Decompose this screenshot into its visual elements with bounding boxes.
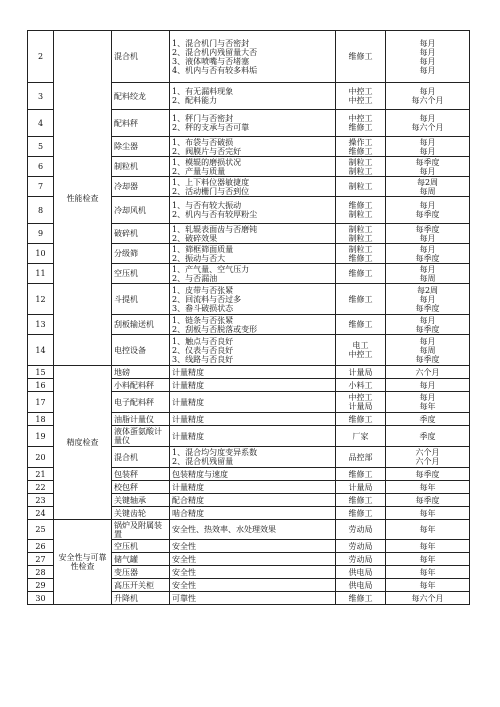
inspection-period (386, 284, 470, 315)
inspection-items-line: 2、回流料与否过多 (172, 294, 242, 304)
row-number: 23 (28, 494, 54, 507)
responsible-party (336, 224, 386, 244)
inspection-period-line: 每周 (419, 186, 436, 196)
row-number: 9 (28, 224, 54, 244)
inspection-period (386, 83, 470, 110)
inspection-period-line: 每年 (419, 402, 436, 411)
inspection-period (386, 392, 470, 413)
equipment-name: 储气罐 (112, 553, 170, 566)
inspection-items-line: 1、上下料位器敏捷度 (172, 177, 250, 187)
inspection-period-line: 每月 (419, 393, 436, 402)
inspection-period (386, 197, 470, 224)
responsible-party (336, 315, 386, 335)
inspection-items (170, 137, 336, 157)
inspection-items (170, 366, 336, 379)
inspection-items (170, 494, 336, 507)
inspection-period-line: 每季度 (415, 157, 440, 167)
inspection-items (170, 244, 336, 264)
inspection-period-line: 每季度 (415, 495, 440, 505)
responsible-party-line: 维修工 (348, 294, 373, 304)
inspection-items-line: 1、筛框筛面质量 (172, 244, 234, 254)
responsible-party-line: 劳动局 (348, 541, 373, 551)
inspection-period-line: 每年 (419, 554, 436, 564)
responsible-party-line: 维修工 (348, 52, 373, 61)
equipment-name: 破碎机 (112, 224, 170, 244)
row-number: 16 (28, 379, 54, 392)
inspection-items (170, 507, 336, 520)
responsible-party (336, 579, 386, 592)
inspection-period-line: 每季度 (415, 224, 440, 234)
responsible-party (336, 494, 386, 507)
responsible-party (336, 264, 386, 284)
row-number: 8 (28, 197, 54, 224)
responsible-party-line: 维修工 (348, 201, 373, 210)
inspection-items-line: 1、有无漏料现象 (172, 87, 234, 96)
responsible-party-line: 制粒工 (348, 166, 373, 176)
responsible-party (336, 426, 386, 447)
inspection-period (386, 137, 470, 157)
inspection-items-line: 包装精度与速度 (172, 469, 228, 479)
row-number: 7 (28, 177, 54, 197)
inspection-period-line: 每周 (419, 345, 436, 355)
equipment-name: 升降机 (112, 592, 170, 605)
table-row (28, 31, 470, 83)
inspection-items (170, 447, 336, 468)
inspection-items-line: 安全性 (172, 567, 196, 577)
inspection-items (170, 540, 336, 553)
row-number: 15 (28, 366, 54, 379)
inspection-items-line: 计量精度 (172, 367, 204, 377)
table-body (28, 31, 470, 605)
inspection-period-line: 每月 (419, 146, 436, 156)
responsible-party-line: 维修工 (348, 495, 373, 505)
category-performance: 性能检查 (54, 31, 112, 366)
row-number: 10 (28, 244, 54, 264)
inspection-period-line: 每月 (419, 87, 436, 96)
inspection-items-line: 2、仪表与否良好 (172, 345, 234, 355)
inspection-items-line: 安全性 (172, 580, 196, 590)
inspection-period-line: 每2周 (416, 177, 439, 187)
responsible-party-line: 计量局 (348, 482, 373, 492)
responsible-party (336, 413, 386, 426)
responsible-party-line: 制粒工 (348, 157, 373, 167)
inspection-items (170, 31, 336, 83)
responsible-party (336, 392, 386, 413)
inspection-period-line: 每月 (419, 137, 436, 147)
responsible-party (336, 83, 386, 110)
inspection-items-line: 3、液体喷嘴与否堵塞 (172, 56, 250, 66)
inspection-items-line: 2、阀膜片与否完好 (172, 146, 242, 156)
responsible-party (336, 520, 386, 540)
inspection-items-line: 3、畚斗破损状态 (172, 303, 234, 313)
responsible-party (336, 481, 386, 494)
responsible-party-line: 厂家 (352, 431, 369, 441)
row-number: 25 (28, 520, 54, 540)
inspection-period-line: 六个月 (415, 457, 440, 466)
inspection-items (170, 468, 336, 481)
inspection-period-line: 每月 (419, 114, 436, 123)
equipment-name: 地磅 (112, 366, 170, 379)
row-number: 21 (28, 468, 54, 481)
equipment-name: 锅炉及附属装置 (112, 520, 170, 540)
inspection-table (27, 30, 470, 605)
inspection-period (386, 540, 470, 553)
row-number: 5 (28, 137, 54, 157)
inspection-items-line: 1、产气量、空气压力 (172, 264, 250, 274)
responsible-party-line: 维修工 (348, 253, 373, 263)
inspection-period (386, 566, 470, 579)
inspection-items-line: 1、秤门与否密封 (172, 114, 234, 123)
inspection-items-line: 1、轧辊表面齿与否磨钝 (172, 224, 258, 234)
equipment-name: 配料绞龙 (112, 83, 170, 110)
equipment-name: 冷却风机 (112, 197, 170, 224)
inspection-items-line: 2、刮板与否脱落或变形 (172, 324, 258, 334)
inspection-period (386, 592, 470, 605)
inspection-items-line: 安全性、热效率、水处理效果 (172, 525, 276, 534)
inspection-period-line: 每年 (419, 567, 436, 577)
inspection-period (386, 335, 470, 366)
inspection-items (170, 481, 336, 494)
inspection-period-line: 每六个月 (411, 123, 444, 132)
inspection-items-line: 2、混合机内残留量大否 (172, 47, 258, 57)
responsible-party-line: 品控部 (348, 452, 373, 462)
responsible-party (336, 284, 386, 315)
inspection-period-line: 每季度 (415, 354, 440, 364)
responsible-party (336, 468, 386, 481)
inspection-period-line: 每六个月 (411, 593, 444, 603)
inspection-period-line: 六个月 (415, 367, 440, 377)
inspection-items-line: 3、线路与否良好 (172, 354, 234, 364)
inspection-period (386, 315, 470, 335)
inspection-period-line: 每月 (419, 65, 436, 75)
inspection-period (386, 110, 470, 137)
inspection-period-line: 季度 (419, 431, 436, 441)
row-number: 30 (28, 592, 54, 605)
inspection-items-line: 2、破碎效果 (172, 233, 218, 243)
inspection-items (170, 426, 336, 447)
responsible-party-line: 维修工 (348, 123, 373, 132)
inspection-items-line: 1、链条与否张紧 (172, 315, 234, 325)
row-number: 17 (28, 392, 54, 413)
inspection-items-line: 2、与否漏油 (172, 273, 218, 283)
inspection-period (386, 520, 470, 540)
equipment-name: 液体蛋氨酸计量仪 (112, 426, 170, 447)
responsible-party-line: 劳动局 (348, 525, 373, 534)
responsible-party (336, 197, 386, 224)
inspection-period-line: 每月 (419, 47, 436, 57)
inspection-items (170, 284, 336, 315)
inspection-items-line: 计量精度 (172, 380, 204, 390)
inspection-items (170, 379, 336, 392)
inspection-items-line: 2、秤的支承与否可靠 (172, 123, 250, 132)
equipment-name: 混合机 (112, 447, 170, 468)
inspection-items (170, 197, 336, 224)
inspection-period (386, 481, 470, 494)
responsible-party (336, 366, 386, 379)
equipment-name: 分级筛 (112, 244, 170, 264)
row-number: 13 (28, 315, 54, 335)
responsible-party (336, 137, 386, 157)
inspection-period-line: 每季度 (415, 303, 440, 313)
row-number: 4 (28, 110, 54, 137)
responsible-party-line: 计量局 (348, 402, 373, 411)
responsible-party (336, 379, 386, 392)
responsible-party (336, 540, 386, 553)
inspection-items-line: 1、布袋与否破损 (172, 137, 234, 147)
responsible-party-line: 计量局 (348, 367, 373, 377)
row-number: 18 (28, 413, 54, 426)
equipment-name: 油脂计量仪 (112, 413, 170, 426)
inspection-items-line: 计量精度 (172, 431, 204, 441)
responsible-party-line: 维修工 (348, 146, 373, 156)
inspection-period (386, 447, 470, 468)
inspection-items-line: 计量精度 (172, 414, 204, 424)
responsible-party-line: 维修工 (348, 414, 373, 424)
category-safety: 安全性与可靠性检查 (54, 520, 112, 605)
inspection-period-line: 每月 (419, 315, 436, 325)
inspection-period (386, 177, 470, 197)
equipment-name: 关键齿轮 (112, 507, 170, 520)
responsible-party (336, 592, 386, 605)
inspection-items-line: 啮合精度 (172, 508, 204, 518)
inspection-items (170, 110, 336, 137)
inspection-items-line: 2、混合机残留量 (172, 457, 234, 466)
inspection-items (170, 592, 336, 605)
responsible-party-line: 供电局 (348, 580, 373, 590)
row-number: 26 (28, 540, 54, 553)
inspection-period (386, 31, 470, 83)
row-number: 22 (28, 481, 54, 494)
responsible-party-line: 劳动局 (348, 554, 373, 564)
inspection-items-line: 2、机内与否有较厚粉尘 (172, 210, 258, 219)
inspection-period-line: 每年 (419, 580, 436, 590)
responsible-party-line: 电工 (352, 341, 369, 350)
responsible-party-line: 制粒工 (348, 233, 373, 243)
equipment-name: 空压机 (112, 540, 170, 553)
inspection-period-line: 每2周 (416, 285, 439, 295)
inspection-items (170, 83, 336, 110)
inspection-items (170, 579, 336, 592)
responsible-party-line: 制粒工 (348, 224, 373, 234)
row-number: 11 (28, 264, 54, 284)
inspection-items (170, 566, 336, 579)
inspection-items (170, 224, 336, 244)
row-number: 6 (28, 157, 54, 177)
equipment-name: 混合机 (112, 31, 170, 83)
inspection-items-line: 计量精度 (172, 482, 204, 492)
inspection-items-line: 1、模辊的磨损状况 (172, 157, 242, 167)
responsible-party-line: 中控工 (348, 393, 373, 402)
inspection-period (386, 224, 470, 244)
inspection-items-line: 1、触点与否良好 (172, 336, 234, 346)
row-number: 12 (28, 284, 54, 315)
row-number: 3 (28, 83, 54, 110)
responsible-party-line: 中控工 (348, 350, 373, 359)
equipment-name: 电子配料秤 (112, 392, 170, 413)
responsible-party-line: 中控工 (348, 87, 373, 96)
inspection-period (386, 426, 470, 447)
row-number: 27 (28, 553, 54, 566)
equipment-name: 校包秤 (112, 481, 170, 494)
inspection-period-line: 每年 (419, 482, 436, 492)
equipment-name: 制粒机 (112, 157, 170, 177)
responsible-party (336, 157, 386, 177)
equipment-name: 小料配料秤 (112, 379, 170, 392)
inspection-period-line: 每月 (419, 244, 436, 254)
inspection-period (386, 379, 470, 392)
inspection-period (386, 157, 470, 177)
inspection-items-line: 安全性 (172, 554, 196, 564)
inspection-items (170, 413, 336, 426)
row-number: 19 (28, 426, 54, 447)
inspection-period (386, 507, 470, 520)
inspection-period (386, 244, 470, 264)
table-row (28, 366, 470, 379)
inspection-period-line: 每六个月 (411, 96, 444, 105)
row-number: 14 (28, 335, 54, 366)
responsible-party-line: 制粒工 (348, 244, 373, 254)
inspection-period-line: 每月 (419, 336, 436, 346)
inspection-items (170, 392, 336, 413)
inspection-items-line: 安全性 (172, 541, 196, 551)
inspection-items (170, 553, 336, 566)
responsible-party-line: 维修工 (348, 320, 373, 329)
inspection-period-line: 每月 (419, 166, 436, 176)
inspection-period-line: 六个月 (415, 448, 440, 457)
responsible-party (336, 566, 386, 579)
responsible-party-line: 维修工 (348, 469, 373, 479)
inspection-items-line: 2、活动栅门与否到位 (172, 186, 250, 196)
inspection-items (170, 157, 336, 177)
inspection-items-line: 1、与否有较大振动 (172, 201, 242, 210)
row-number: 28 (28, 566, 54, 579)
equipment-name: 电控设备 (112, 335, 170, 366)
inspection-period (386, 579, 470, 592)
equipment-name: 斗提机 (112, 284, 170, 315)
row-number: 29 (28, 579, 54, 592)
responsible-party (336, 507, 386, 520)
inspection-items-line: 2、配料能力 (172, 96, 218, 105)
inspection-period (386, 366, 470, 379)
equipment-name: 包装秤 (112, 468, 170, 481)
inspection-items (170, 335, 336, 366)
inspection-items (170, 264, 336, 284)
equipment-name: 冷却器 (112, 177, 170, 197)
inspection-period-line: 每月 (419, 264, 436, 274)
row-number: 20 (28, 447, 54, 468)
inspection-items (170, 177, 336, 197)
responsible-party (336, 335, 386, 366)
inspection-period-line: 每季度 (415, 210, 440, 219)
inspection-period-line: 每月 (419, 233, 436, 243)
responsible-party (336, 447, 386, 468)
responsible-party (336, 110, 386, 137)
responsible-party-line: 中控工 (348, 114, 373, 123)
inspection-period-line: 每季度 (415, 324, 440, 334)
inspection-period-line: 每周 (419, 273, 436, 283)
responsible-party (336, 244, 386, 264)
row-number: 24 (28, 507, 54, 520)
inspection-period-line: 每月 (419, 380, 436, 390)
inspection-period (386, 553, 470, 566)
inspection-period-line: 每季度 (415, 253, 440, 263)
inspection-period-line: 每年 (419, 508, 436, 518)
inspection-items-line: 2、振动与否大 (172, 253, 226, 263)
inspection-period-line: 每月 (419, 294, 436, 304)
equipment-name: 配料秤 (112, 110, 170, 137)
responsible-party-line: 维修工 (348, 269, 373, 278)
equipment-name: 关键轴承 (112, 494, 170, 507)
inspection-items (170, 315, 336, 335)
inspection-period (386, 413, 470, 426)
inspection-items-line: 可靠性 (172, 593, 196, 603)
equipment-name: 高压开关柜 (112, 579, 170, 592)
row-number: 2 (28, 31, 54, 83)
inspection-items-line: 2、产量与质量 (172, 166, 226, 176)
inspection-period-line: 每年 (419, 541, 436, 551)
inspection-items-line: 4、机内与否有较多料垢 (172, 65, 258, 75)
table-row (28, 520, 470, 540)
inspection-period-line: 每月 (419, 56, 436, 66)
responsible-party-line: 维修工 (348, 508, 373, 518)
equipment-name: 空压机 (112, 264, 170, 284)
inspection-period-line: 每月 (419, 201, 436, 210)
inspection-period-line: 每季度 (415, 469, 440, 479)
inspection-period-line: 季度 (419, 414, 436, 424)
inspection-period-line: 每年 (419, 525, 436, 534)
responsible-party (336, 177, 386, 197)
inspection-period (386, 468, 470, 481)
category-accuracy: 精度检查 (54, 366, 112, 520)
responsible-party (336, 553, 386, 566)
inspection-period (386, 494, 470, 507)
inspection-period-line: 每月 (419, 38, 436, 48)
inspection-items (170, 520, 336, 540)
inspection-items-line: 1、皮带与否张紧 (172, 285, 234, 295)
responsible-party-line: 中控工 (348, 96, 373, 105)
equipment-name: 变压器 (112, 566, 170, 579)
responsible-party-line: 制粒工 (348, 210, 373, 219)
responsible-party-line: 制粒工 (348, 182, 373, 191)
inspection-items-line: 1、混合机门与否密封 (172, 38, 250, 48)
inspection-period (386, 264, 470, 284)
equipment-name: 除尘器 (112, 137, 170, 157)
inspection-items-line: 计量精度 (172, 397, 204, 407)
responsible-party-line: 供电局 (348, 567, 373, 577)
inspection-items-line: 配合精度 (172, 495, 204, 505)
equipment-name: 刮板输送机 (112, 315, 170, 335)
responsible-party-line: 维修工 (348, 593, 373, 603)
inspection-items-line: 1、混合均匀度变异系数 (172, 448, 258, 457)
responsible-party-line: 小料工 (348, 380, 373, 390)
responsible-party-line: 操作工 (348, 137, 373, 147)
responsible-party (336, 31, 386, 83)
